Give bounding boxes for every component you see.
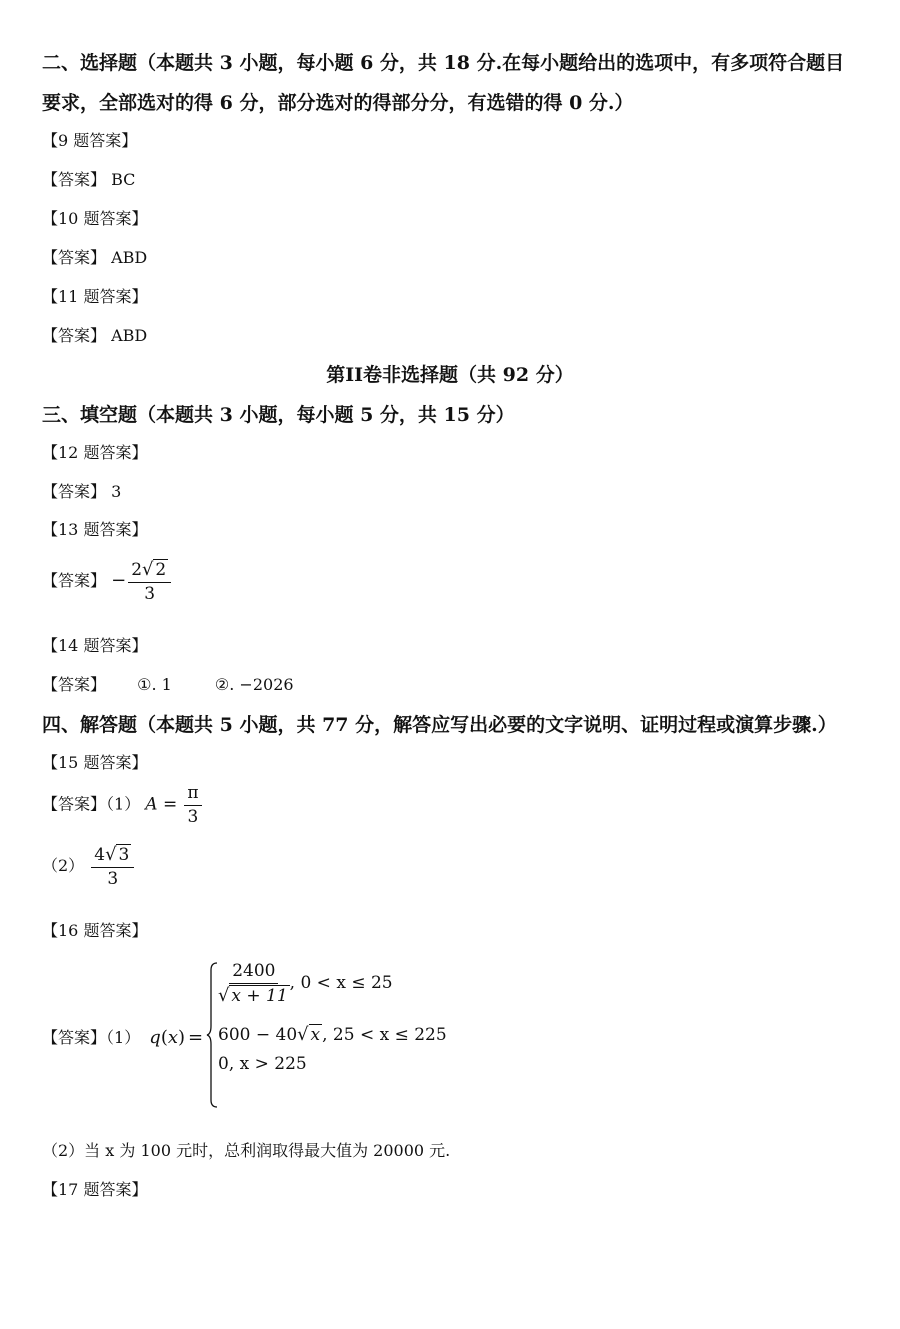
q9-answer <box>42 167 135 190</box>
q15-part2-fraction <box>91 845 134 888</box>
q14-part1: ①. 1 <box>137 675 172 694</box>
q16-function-lhs: q(x) = <box>149 1027 204 1048</box>
q15-part2-denominator: 3 <box>107 868 119 889</box>
q17-header: 【17 题答案】 <box>42 1180 148 1199</box>
answer-label: 【答案】 <box>42 170 107 189</box>
q9-answer-value: BC <box>111 170 136 189</box>
q15-part1-label: （1） <box>106 794 141 814</box>
q15-part2-numerator <box>91 845 134 868</box>
q16-case2-radical: √ x <box>297 1024 321 1045</box>
section3-heading: 三、填空题（本题共 3 小题，每小题 5 分，共 15 分） <box>42 404 515 426</box>
q13-sign: − <box>111 570 127 592</box>
q14-header: 【14 题答案】 <box>42 636 148 655</box>
q16-case1-numerator: 2400 <box>229 962 278 984</box>
q11-answer <box>42 323 147 346</box>
answer-label: 【答案】 <box>42 1028 107 1047</box>
q13-radicand: 2 <box>155 560 167 580</box>
q14-answer <box>42 672 294 695</box>
answer-label: 【答案】 <box>42 326 107 345</box>
q16-case2-prefix: 600 − 40 <box>218 1025 298 1045</box>
q11-answer-value: ABD <box>111 326 148 345</box>
q9-header: 【9 题答案】 <box>42 131 138 150</box>
q16-part1-label: （1） <box>106 1028 141 1047</box>
q16-case2-radicand: x <box>310 1025 321 1045</box>
q15-part2-label: （2） <box>42 856 85 876</box>
q15-answer-part2 <box>42 845 136 888</box>
answer-label: 【答案】 <box>42 248 107 267</box>
q13-answer <box>42 560 173 603</box>
q15-part1-fraction <box>184 784 201 826</box>
answer-label: 【答案】 <box>42 794 107 814</box>
answer-label: 【答案】 <box>42 571 107 591</box>
q14-part2: ②. −2026 <box>214 675 294 694</box>
answer-label: 【答案】 <box>42 675 107 694</box>
q10-header: 【10 题答案】 <box>42 209 148 228</box>
q13-numerator <box>128 560 171 583</box>
q16-case2 <box>218 1024 447 1045</box>
q16-case1-condition: , 0 < x ≤ 25 <box>289 973 393 994</box>
q16-case3: 0, x > 225 <box>218 1054 307 1074</box>
q16-piecewise-brace <box>206 962 218 1108</box>
q15-part1-lhs: A = <box>145 794 178 815</box>
q13-denominator: 3 <box>144 583 156 604</box>
section4-heading: 四、解答题（本题共 5 小题，共 77 分，解答应写出必要的文字说明、证明过程或演算步骤.） <box>42 714 837 736</box>
q15-part2-num-coef: 4 <box>94 845 106 865</box>
q15-part2-radical: √ 3 <box>105 844 130 865</box>
q15-part1-numerator: π <box>184 784 201 806</box>
q12-answer <box>42 479 121 502</box>
q11-header: 【11 题答案】 <box>42 287 148 306</box>
q12-header: 【12 题答案】 <box>42 443 148 462</box>
q15-part1-denominator: 3 <box>187 806 199 827</box>
q16-eq: = <box>188 1027 204 1048</box>
answer-label: 【答案】 <box>42 482 107 501</box>
q13-num-coef: 2 <box>131 560 143 580</box>
q16-header: 【16 题答案】 <box>42 921 148 940</box>
q16-case1-denominator <box>218 984 290 1006</box>
q16-answer-part2: （2）当 x 为 100 元时，总利润取得最大值为 20000 元. <box>42 1141 451 1160</box>
q10-answer <box>42 245 147 268</box>
q16-case1-radicand: x + 11 <box>231 985 288 1006</box>
q16-case1-radical: √ x + 11 <box>218 984 288 1006</box>
q13-radical: √ 2 <box>142 559 167 580</box>
q13-header: 【13 题答案】 <box>42 520 148 539</box>
section2-heading-line2: 要求，全部选对的得 6 分，部分选对的得部分分，有选错的得 0 分.） <box>42 92 634 114</box>
q16-case1 <box>218 962 393 1005</box>
q16-answer-part1-lead <box>42 1025 203 1048</box>
q16-func-var: x <box>167 1027 179 1048</box>
q16-case1-fraction <box>218 962 290 1005</box>
q16-case2-condition: , 25 < x ≤ 225 <box>322 1025 447 1045</box>
q15-answer-part1 <box>42 784 204 826</box>
q10-answer-value: ABD <box>111 248 148 267</box>
q16-func-name: q <box>149 1027 161 1048</box>
volume-title: 第II卷非选择题（共 92 分） <box>326 364 574 386</box>
q15-header: 【15 题答案】 <box>42 753 148 772</box>
q12-answer-value: 3 <box>111 482 122 501</box>
q15-part2-radicand: 3 <box>118 845 130 865</box>
q13-fraction <box>128 560 171 603</box>
section2-heading-line1: 二、选择题（本题共 3 小题，每小题 6 分，共 18 分.在每小题给出的选项中，有多项符合题目 <box>42 52 845 74</box>
